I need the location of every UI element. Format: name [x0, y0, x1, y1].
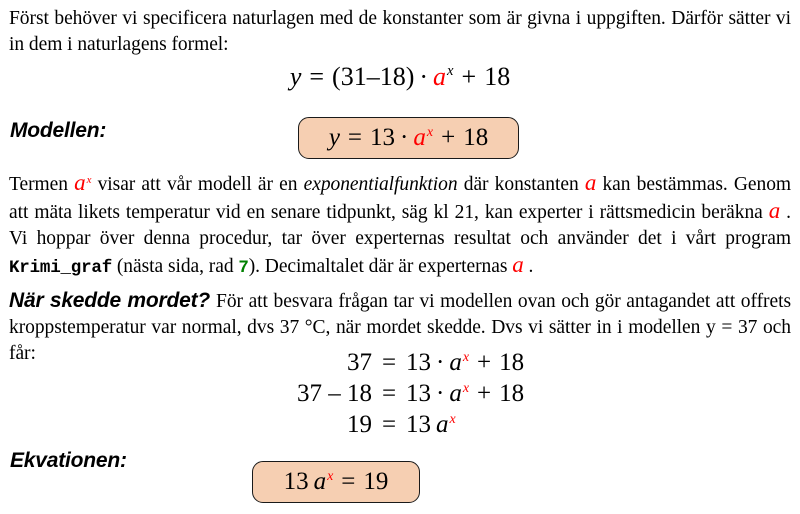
result-coef-13: 13 — [283, 468, 309, 495]
equation-rhs-exponent-x: x — [449, 411, 456, 427]
equation-rhs-dot: · — [436, 380, 445, 407]
formula-base-a: a — [433, 62, 447, 91]
model-const-18: 18 — [463, 124, 489, 151]
formula-paren-open: ( — [332, 62, 341, 91]
equation-lhs: 37 — [347, 349, 372, 376]
equation-rhs-exponent-x: x — [462, 380, 470, 396]
model-coef-13: 13 — [370, 124, 396, 151]
termen-a-3: a — [768, 198, 781, 223]
nar-skedde-text: För att besvara frågan tar vi modellen ovan och gör antagandet att offrets kroppstemperatur var normal, dvs 37 °C, när mordet skedde. Dvs vi sätter in i modellen y = 37 och får: — [9, 291, 791, 364]
equation-rhs-coef: 13 — [406, 349, 431, 376]
formula-variable-y: y — [289, 62, 302, 91]
termen-seg6: (nästa sida, rad — [112, 256, 239, 277]
equation-rhs-base-a: a — [449, 380, 462, 407]
result-exponent-x: x — [327, 468, 334, 484]
equation-rhs-const: 18 — [499, 380, 525, 407]
equation-row — [200, 380, 600, 411]
equation-derivation-stack — [200, 349, 600, 442]
result-equals: = — [341, 468, 356, 495]
formula-const-18: 18 — [484, 62, 511, 91]
equation-row — [200, 349, 600, 380]
model-exponent-x: x — [426, 124, 434, 140]
equation-rhs — [406, 411, 576, 439]
formula-paren-close: ) — [405, 62, 415, 91]
program-line-number: 7 — [238, 258, 249, 278]
formula-exponent-x: x — [447, 63, 454, 80]
termen-seg8: . — [523, 256, 534, 277]
formula-minus: – — [366, 62, 380, 91]
formula-natural-law — [0, 62, 800, 92]
equation-rhs-base-a: a — [436, 411, 449, 438]
heading-ekvationen: Ekvationen: — [10, 449, 127, 472]
termen-paragraph — [9, 170, 791, 281]
equation-rhs-coef: 13 — [406, 411, 431, 438]
termen-a-2: a — [584, 170, 597, 195]
result-value-19: 19 — [363, 468, 389, 495]
termen-italic-term: exponentialfunktion — [303, 174, 458, 195]
equation-row — [200, 411, 600, 442]
equation-rhs — [406, 380, 576, 408]
termen-exponent-x: x — [86, 173, 92, 186]
termen-seg7: ). Decimaltalet där är experternas — [248, 256, 513, 277]
formula-term-31: 31 — [340, 62, 367, 91]
equation-rhs-plus: + — [477, 349, 492, 376]
equation-rhs-plus: + — [477, 380, 492, 407]
model-equals: = — [347, 124, 363, 151]
termen-seg4: kan bestämmas. Genom att mäta likets temperatur vid en senare tidpunkt, säg kl 21, kan experter i rättsmedicin beräkna — [9, 174, 792, 223]
heading-nar-skedde-mordet: När skedde mordet? — [9, 289, 211, 312]
equation-rhs-exponent-x: x — [462, 349, 470, 365]
formula-plus: + — [461, 62, 477, 91]
termen-seg5: . Vi hoppar över denna procedur, tar över experternas resultat och använder det i vårt program — [9, 202, 791, 249]
model-formula-box — [298, 117, 519, 159]
intro-paragraph: Först behöver vi specificera naturlagen med de konstanter som är givna i uppgiften. Därför sätter vi in dem i naturlagens formel: — [9, 8, 791, 55]
equation-rhs-dot: · — [436, 349, 445, 376]
termen-base-a: a — [74, 170, 86, 195]
equation-rhs — [406, 349, 576, 377]
termen-a-4: a — [512, 252, 524, 277]
heading-modellen: Modellen: — [10, 119, 107, 142]
equation-lhs: 37 – 18 — [297, 380, 372, 407]
equation-result-box — [252, 461, 420, 503]
equation-lhs: 19 — [347, 411, 372, 438]
result-base-a: a — [313, 468, 327, 495]
model-dot: · — [400, 124, 409, 151]
formula-dot: · — [419, 62, 429, 91]
equation-equals: = — [381, 380, 397, 407]
program-name: Krimi_graf — [9, 258, 113, 278]
model-plus: + — [441, 124, 456, 151]
termen-seg2: visar att vår modell är en — [91, 174, 304, 195]
equation-equals: = — [381, 349, 397, 376]
equation-rhs-coef: 13 — [406, 380, 431, 407]
termen-seg3: där konstanten — [457, 174, 585, 195]
model-variable-y: y — [328, 124, 340, 151]
model-base-a: a — [413, 124, 426, 151]
termen-seg1: Termen — [9, 174, 75, 195]
formula-equals: = — [309, 62, 325, 91]
equation-rhs-base-a: a — [449, 349, 462, 376]
equation-equals: = — [381, 411, 397, 438]
equation-rhs-const: 18 — [499, 349, 525, 376]
formula-term-18: 18 — [379, 62, 406, 91]
